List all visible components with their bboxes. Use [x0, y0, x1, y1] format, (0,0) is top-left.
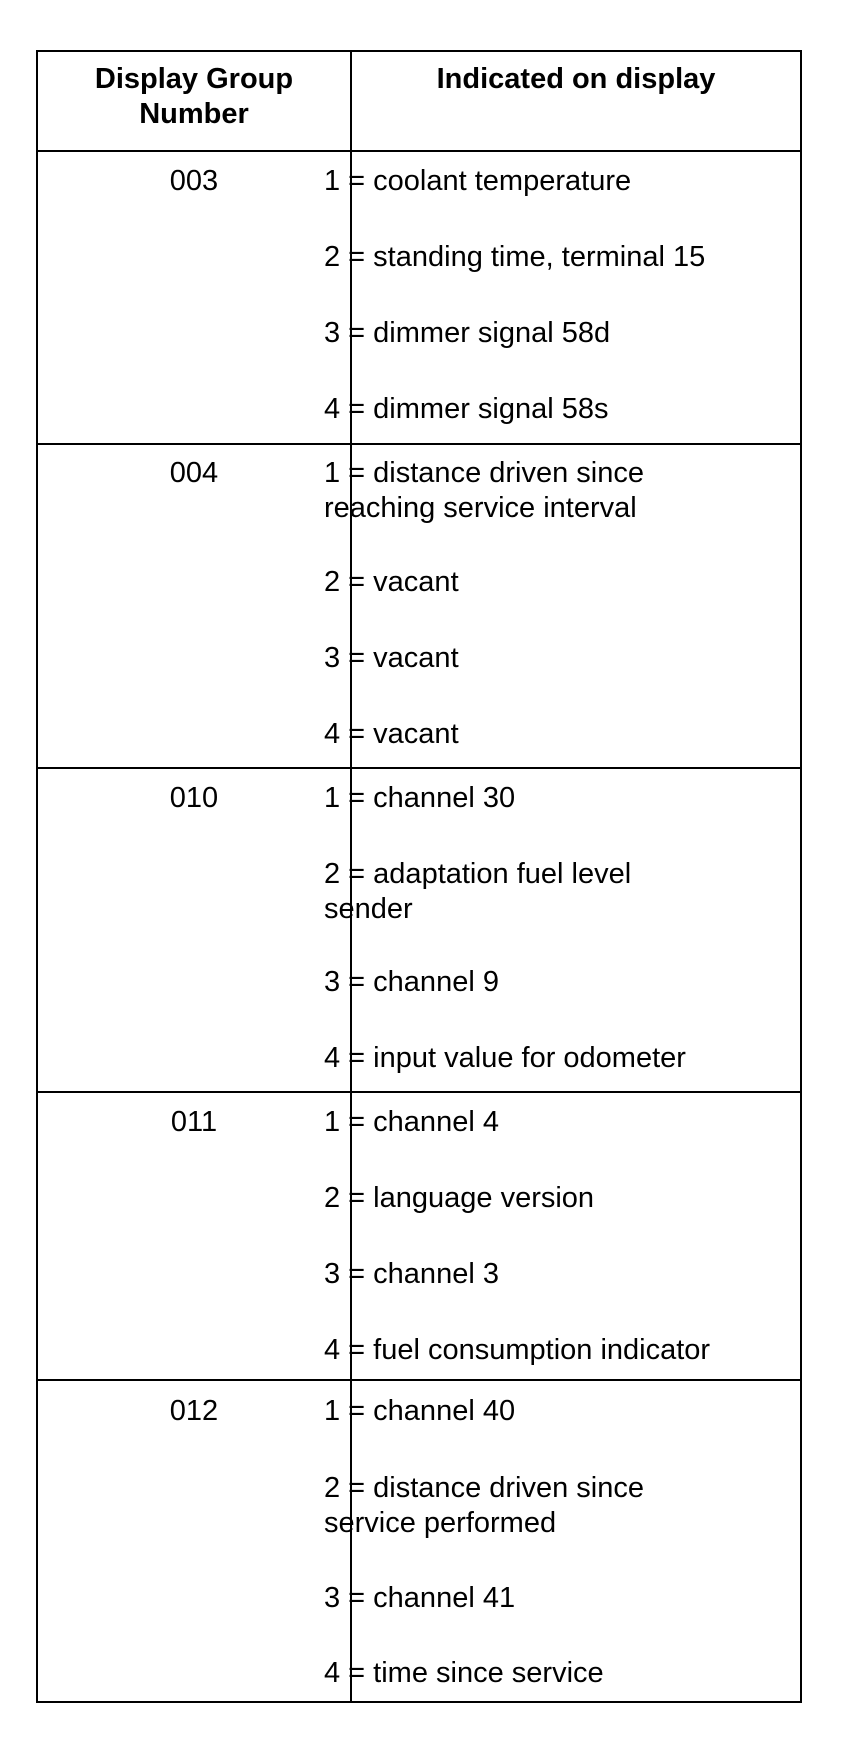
group-number: 003: [169, 165, 219, 197]
group-number: 012: [169, 1395, 219, 1427]
display-item: 4 = time since service: [324, 1657, 604, 1689]
display-item: 4 = vacant: [324, 718, 459, 750]
row-divider: [38, 443, 800, 445]
group-number: 004: [169, 457, 219, 489]
display-item: 1 = distance driven since reaching service interval: [324, 457, 644, 524]
display-item: 3 = dimmer signal 58d: [324, 317, 611, 349]
group-number: 010: [169, 782, 219, 814]
display-item: 2 = adaptation fuel level sender: [324, 858, 632, 925]
display-group-table: [36, 50, 802, 1703]
display-item: 3 = channel 41: [324, 1582, 516, 1614]
display-item: 1 = channel 4: [324, 1106, 499, 1138]
display-item: 4 = fuel consumption indicator: [324, 1334, 711, 1366]
display-item: 3 = channel 9: [324, 966, 499, 998]
row-divider: [38, 767, 800, 769]
display-item: 3 = channel 3: [324, 1258, 499, 1290]
row-divider: [38, 1091, 800, 1093]
group-number: 011: [170, 1106, 218, 1138]
display-item: 3 = vacant: [324, 642, 459, 674]
display-item: 4 = input value for odometer: [324, 1042, 686, 1074]
display-item: 2 = distance driven since service performed: [324, 1472, 644, 1539]
display-item: 2 = language version: [324, 1182, 595, 1214]
header-display-group-number: Display Group Number: [94, 63, 294, 130]
row-divider: [38, 1379, 800, 1381]
display-item: 1 = channel 40: [324, 1395, 516, 1427]
display-item: 2 = vacant: [324, 566, 459, 598]
display-item: 1 = channel 30: [324, 782, 516, 814]
header-divider: [38, 150, 800, 152]
header-indicated-on-display: Indicated on display: [436, 63, 716, 95]
display-item: 4 = dimmer signal 58s: [324, 393, 609, 425]
display-item: 1 = coolant temperature: [324, 165, 632, 197]
display-item: 2 = standing time, terminal 15: [324, 241, 706, 273]
